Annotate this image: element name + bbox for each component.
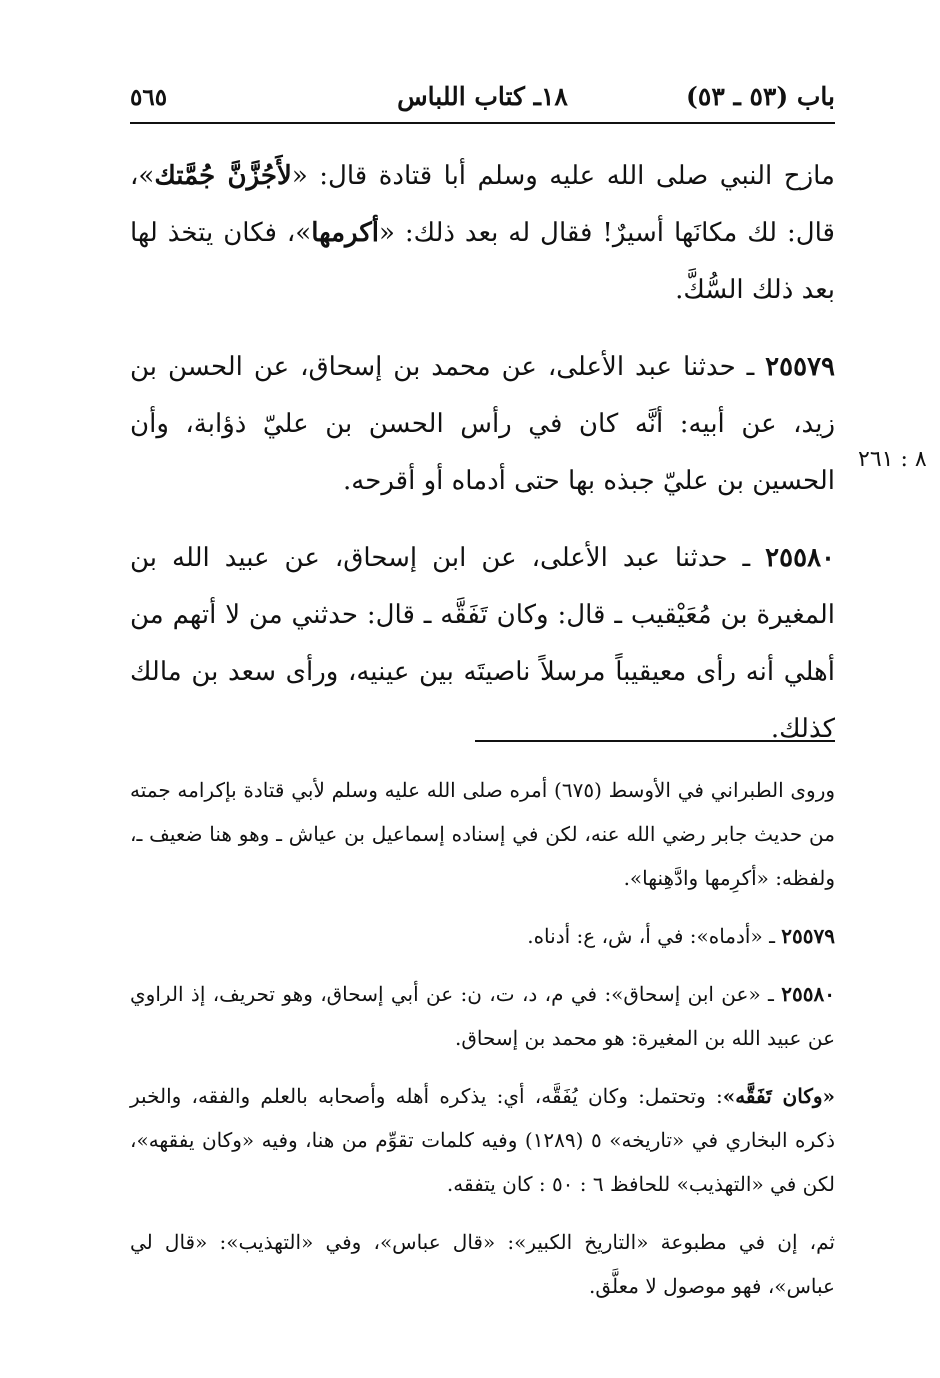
book-title: ١٨ـ كتاب اللباس <box>397 82 568 111</box>
hadith-number: ٢٥٥٨٠ <box>765 543 835 573</box>
intro-paragraph: مازح النبي صلى الله عليه وسلم أبا قتادة قال: «لأَجُزَّنَّ جُمَّتك»، قال: لك مكانَها أسيرٌ! فقال له بعد ذلك: «أكرمها»، فكان يتخذ لها بعد ذلك السُّكَّ. <box>130 161 835 305</box>
margin-reference: ٨ : ٢٦١ <box>858 447 927 472</box>
footnote-25579: ٢٥٥٧٩ ـ «أدماه»: في أ، ش، ع: أدناه. <box>527 924 835 948</box>
footnote-tafaqqah: «وكان تَفَقَّه»: وتحتمل: وكان يُفَقَّه، أي: يذكره أهله وأصحابه بالعلم والفقه، والخبر ذكره البخاري في «تاريخه» ٥ (١٢٨٩) وفيه كلمات تقوِّم من هنا، وفيه «وكان يفقهه»، لكن في «التهذيب» للحافظ ٦ : ٥٠ : كان يتفقه. <box>130 1084 835 1196</box>
hadith-text: ـ حدثنا عبد الأعلى، عن محمد بن إسحاق، عن الحسن بن زيد، عن أبيه: أنَّه كان في رأس الحسن بن عليّ ذؤابة، وأن الحسين بن عليّ جبذه بها حتى أدماه أو أقرحه. <box>130 352 835 496</box>
footnote-separator <box>475 740 835 742</box>
footnote-term: «وكان تَفَقَّه» <box>722 1084 835 1108</box>
footnote-number: ٢٥٥٧٩ <box>781 924 835 948</box>
footnote-25580: ٢٥٥٨٠ ـ «عن ابن إسحاق»: في م، د، ت، ن: عن أبي إسحاق، وهو تحريف، إذ الراوي عن عبيد الله بن المغيرة: هو محمد بن إسحاق. <box>130 982 835 1050</box>
footnote-continued: وروى الطبراني في الأوسط (٦٧٥) أمره صلى الله عليه وسلم لأبي قتادة بإكرامه جمته من حديث جابر رضي الله عنه، لكن في إسناده إسماعيل بن عياش ـ وهو هنا ضعيف ـ، ولفظه: «أكرِمها وادَّهِنها». <box>130 778 836 890</box>
footnotes <box>130 768 835 1308</box>
quote-bold-2: أكرمها <box>311 218 379 248</box>
quote-bold: لأَجُزَّنَّ جُمَّتك <box>154 161 292 191</box>
hadith-25580 <box>130 530 835 758</box>
main-text <box>130 148 835 758</box>
running-header <box>130 78 835 124</box>
hadith-text: ـ حدثنا عبد الأعلى، عن ابن إسحاق، عن عبيد الله بن المغيرة بن مُعَيْقيب ـ قال: وكان تَفَقَّه ـ قال: حدثني من لا أتهم من أهلي أنه رأى معيقيباً مرسلاً ناصيتَه بين عينيه، ورأى سعد بن مالك كذلك. <box>130 543 835 744</box>
hadith-25579 <box>130 339 835 510</box>
hadith-number: ٢٥٥٧٩ <box>765 352 835 382</box>
footnote-final: ثم، إن في مطبوعة «التاريخ الكبير»: «قال عباس»، وفي «التهذيب»: «قال لي عباس»، فهو موصول لا معلَّق. <box>130 1230 835 1298</box>
page-number: ٥٦٥ <box>130 84 168 111</box>
footnote-number: ٢٥٥٨٠ <box>781 982 835 1006</box>
chapter-heading: باب (٥٣ ـ ٥٣) <box>686 82 835 111</box>
